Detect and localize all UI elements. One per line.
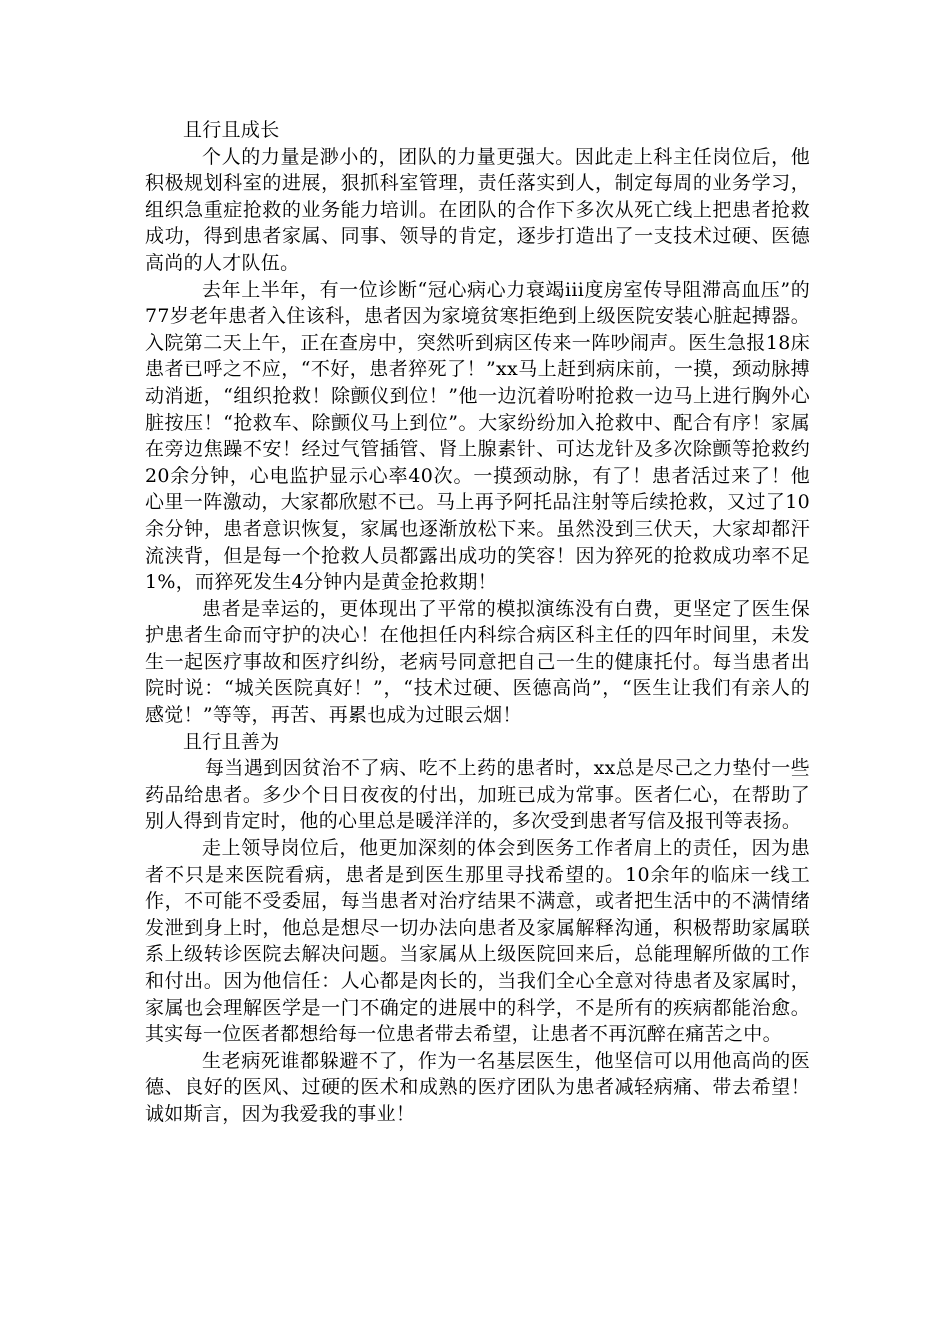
document-body (145, 117, 810, 1128)
paragraph: 患者是幸运的，更体现出了平常的模拟演练没有白费，更坚定了医生保护患者生命而守护的决心！在他担任内科综合病区科主任的四年时间里，未发生一起医疗事故和医疗纠纷，老病号同意把自己一生的健康托付。每当患者出院时说：“城关医院真好！”，“技术过硬、医德高尚”，“医生让我们有亲人的感觉！”等等，再苦、再累也成为过眼云烟！ (145, 597, 810, 727)
paragraph: 每当遇到因贫治不了病、吃不上药的患者时，xx总是尽己之力垫付一些药品给患者。多少个日日夜夜的付出，加班已成为常事。医者仁心，在帮助了别人得到肯定时，他的心里总是暖洋洋的，多次受到患者写信及报刊等表扬。 (145, 757, 810, 833)
section-heading: 且行且成长 (183, 119, 280, 141)
paragraph: 走上领导岗位后，他更加深刻的体会到医务工作者肩上的责任，因为患者不只是来医院看病，患者是到医生那里寻找希望的。10余年的临床一线工作，不可能不受委屈，每当患者对治疗结果不满意，或者把生活中的不满情绪发泄到身上时，他总是想尽一切办法向患者及家属解释沟通，积极帮助家属联系上级转诊医院去解决问题。当家属从上级医院回来后，总能理解所做的工作和付出。因为他信任：人心都是肉长的，当我们全心全意对待患者及家属时，家属也会理解医学是一门不确定的进展中的科学，不是所有的疾病都能治愈。其实每一位医者都想给每一位患者带去希望，让患者不再沉醉在痛苦之中。 (145, 837, 810, 1046)
paragraph: 个人的力量是渺小的，团队的力量更强大。因此走上科主任岗位后，他积极规划科室的进展，狠抓科室管理，责任落实到人，制定每周的业务学习，组织急重症抢救的业务能力培训。在团队的合作下多次从死亡线上把患者抢救成功，得到患者家属、同事、领导的肯定，逐步打造出了一支技术过硬、医德高尚的人才队伍。 (145, 145, 810, 274)
paragraph: 生老病死谁都躲避不了，作为一名基层医生，他坚信可以用他高尚的医德、良好的医风、过硬的医术和成熟的医疗团队为患者减轻病痛、带去希望！诚如斯言，因为我爱我的事业！ (145, 1049, 810, 1125)
section-heading: 且行且善为 (183, 730, 280, 753)
paragraph: 去年上半年，有一位诊断“冠心病心力衰竭iii度房室传导阻滞高血压”的77岁老年患者入住该科，患者因为家境贫寒拒绝到上级医院安装心脏起搏器。入院第二天上午，正在查房中，突然听到病区传来一阵吵闹声。医生急报18床患者已呼之不应，“不好，患者猝死了！”xx马上赶到病床前，一摸，颈动脉搏动消逝，“组织抢救！除颤仪到位！”他一边沉着吩咐抢救一边马上进行胸外心脏按压！“抢救车、除颤仪马上到位”。大家纷纷加入抢救中、配合有序！家属在旁边焦躁不安！经过气管插管、肾上腺素针、可达龙针及多次除颤等抢救约20余分钟，心电监护显示心率40次。一摸颈动脉，有了！患者活过来了！他心里一阵激动，大家都欣慰不已。马上再予阿托品注射等后续抢救，又过了10余分钟，患者意识恢复，家属也逐渐放松下来。虽然没到三伏天，大家却都汗流浃背，但是每一个抢救人员都露出成功的笑容！因为猝死的抢救成功率不足1%，而猝死发生4分钟内是黄金抢救期！ (145, 278, 810, 594)
